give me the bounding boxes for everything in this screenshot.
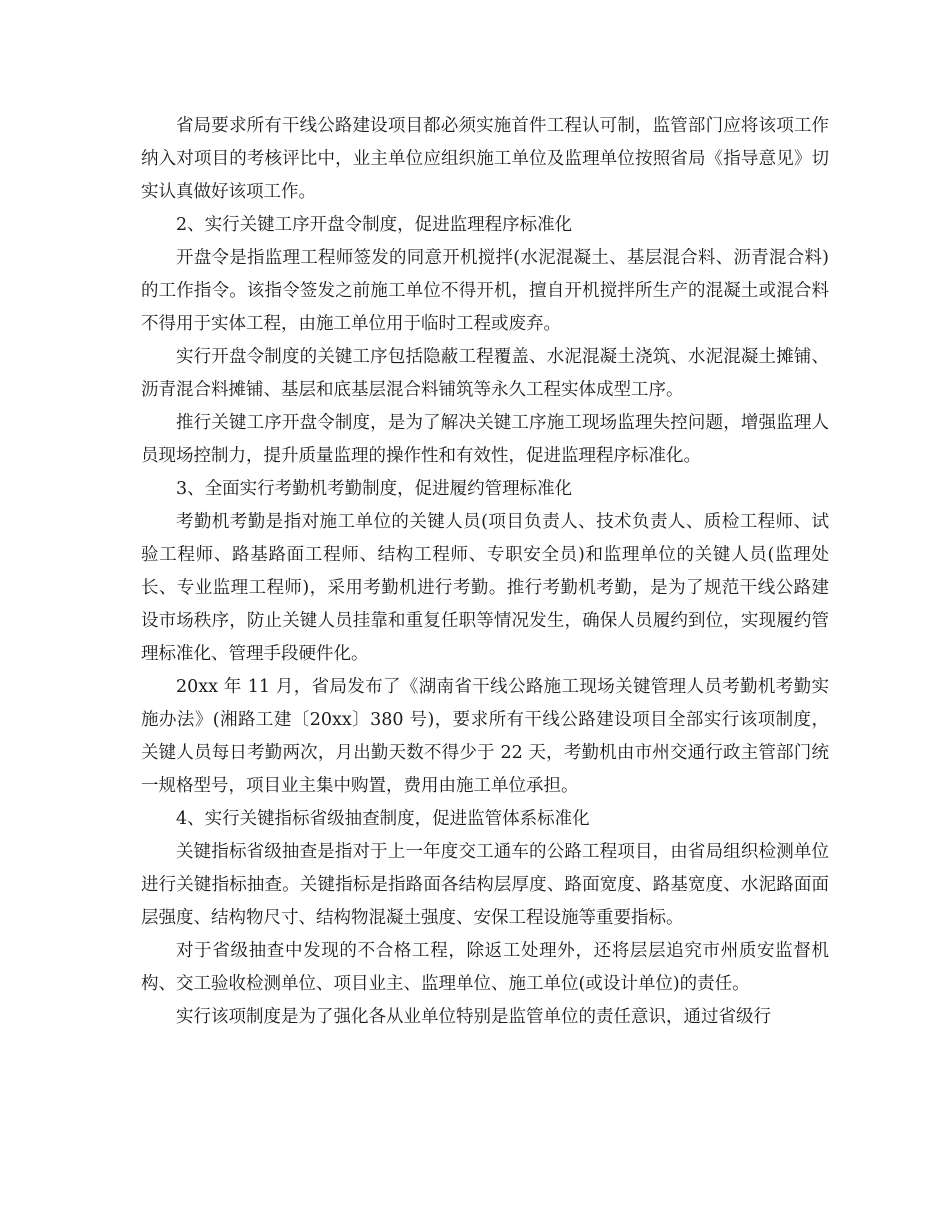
paragraph-inspection-purpose: 实行该项制度是为了强化各从业单位特别是监管单位的责任意识，通过省级行 (176, 1007, 771, 1027)
paragraph-opening-order-definition: 开盘令是指监理工程师签发的同意开机搅拌(水泥混凝土、基层混合料、沥青混合料)的工作指令。该指令签发之前施工单位不得开机，擅自开机搅拌所生产的混凝土或混合料不得用于实体工程，由施工单位用于临时工程或废弃。 (141, 248, 829, 334)
paragraph-opening-order-purpose: 推行关键工序开盘令制度，是为了解决关键工序施工现场监理失控问题，增强监理人员现场控制力，提升质量监理的操作性和有效性，促进监理程序标准化。 (141, 413, 829, 466)
paragraph-inspection-accountability: 对于省级抽查中发现的不合格工程，除返工处理外，还将层层追究市州质安监督机构、交工验收检测单位、项目业主、监理单位、施工单位(或设计单位)的责任。 (141, 941, 829, 994)
section-heading-opening-order: 2、实行关键工序开盘令制度，促进监理程序标准化 (176, 215, 573, 235)
paragraph-inspection-definition: 关键指标省级抽查是指对于上一年度交工通车的公路工程项目，由省局组织检测单位进行关键指标抽查。关键指标是指路面各结构层厚度、路面宽度、路基宽度、水泥路面面层强度、结构物尺寸、结构物混凝土强度、安保工程设施等重要指标。 (141, 842, 829, 928)
section-heading-provincial-inspection: 4、实行关键指标省级抽查制度，促进监管体系标准化 (176, 809, 590, 829)
paragraph-attendance-definition: 考勤机考勤是指对施工单位的关键人员(项目负责人、技术负责人、质检工程师、试验工程师、路基路面工程师、结构工程师、专职安全员)和监理单位的关键人员(监理处长、专业监理工程师)，采用考勤机进行考勤。推行考勤机考勤，是为了规范干线公路建设市场秩序，防止关键人员挂靠和重复任职等情况发生，确保人员履约到位，实现履约管理标准化、管理手段硬件化。 (141, 512, 829, 664)
paragraph-opening-order-processes: 实行开盘令制度的关键工序包括隐蔽工程覆盖、水泥混凝土浇筑、水泥混凝土摊铺、沥青混合料摊铺、基层和底基层混合料铺筑等永久工程实体成型工序。 (141, 347, 829, 400)
paragraph-attendance-regulation: 20xx 年 11 月，省局发布了《湖南省干线公路施工现场关键管理人员考勤机考勤实施办法》(湘路工建〔20xx〕380 号)，要求所有干线公路建设项目全部实行该项制度，关键人员每日考勤两次，月出勤天数不得少于 22 天，考勤机由市州交通行政主管部门统一规格型号，项目业主集中购置，费用由施工单位承担。 (141, 677, 829, 796)
paragraph-first-article-approval: 省局要求所有干线公路建设项目都必须实施首件工程认可制，监管部门应将该项工作纳入对项目的考核评比中，业主单位应组织施工单位及监理单位按照省局《指导意见》切实认真做好该项工作。 (141, 116, 829, 202)
section-heading-attendance: 3、全面实行考勤机考勤制度，促进履约管理标准化 (176, 479, 573, 499)
document-body (141, 110, 829, 1034)
